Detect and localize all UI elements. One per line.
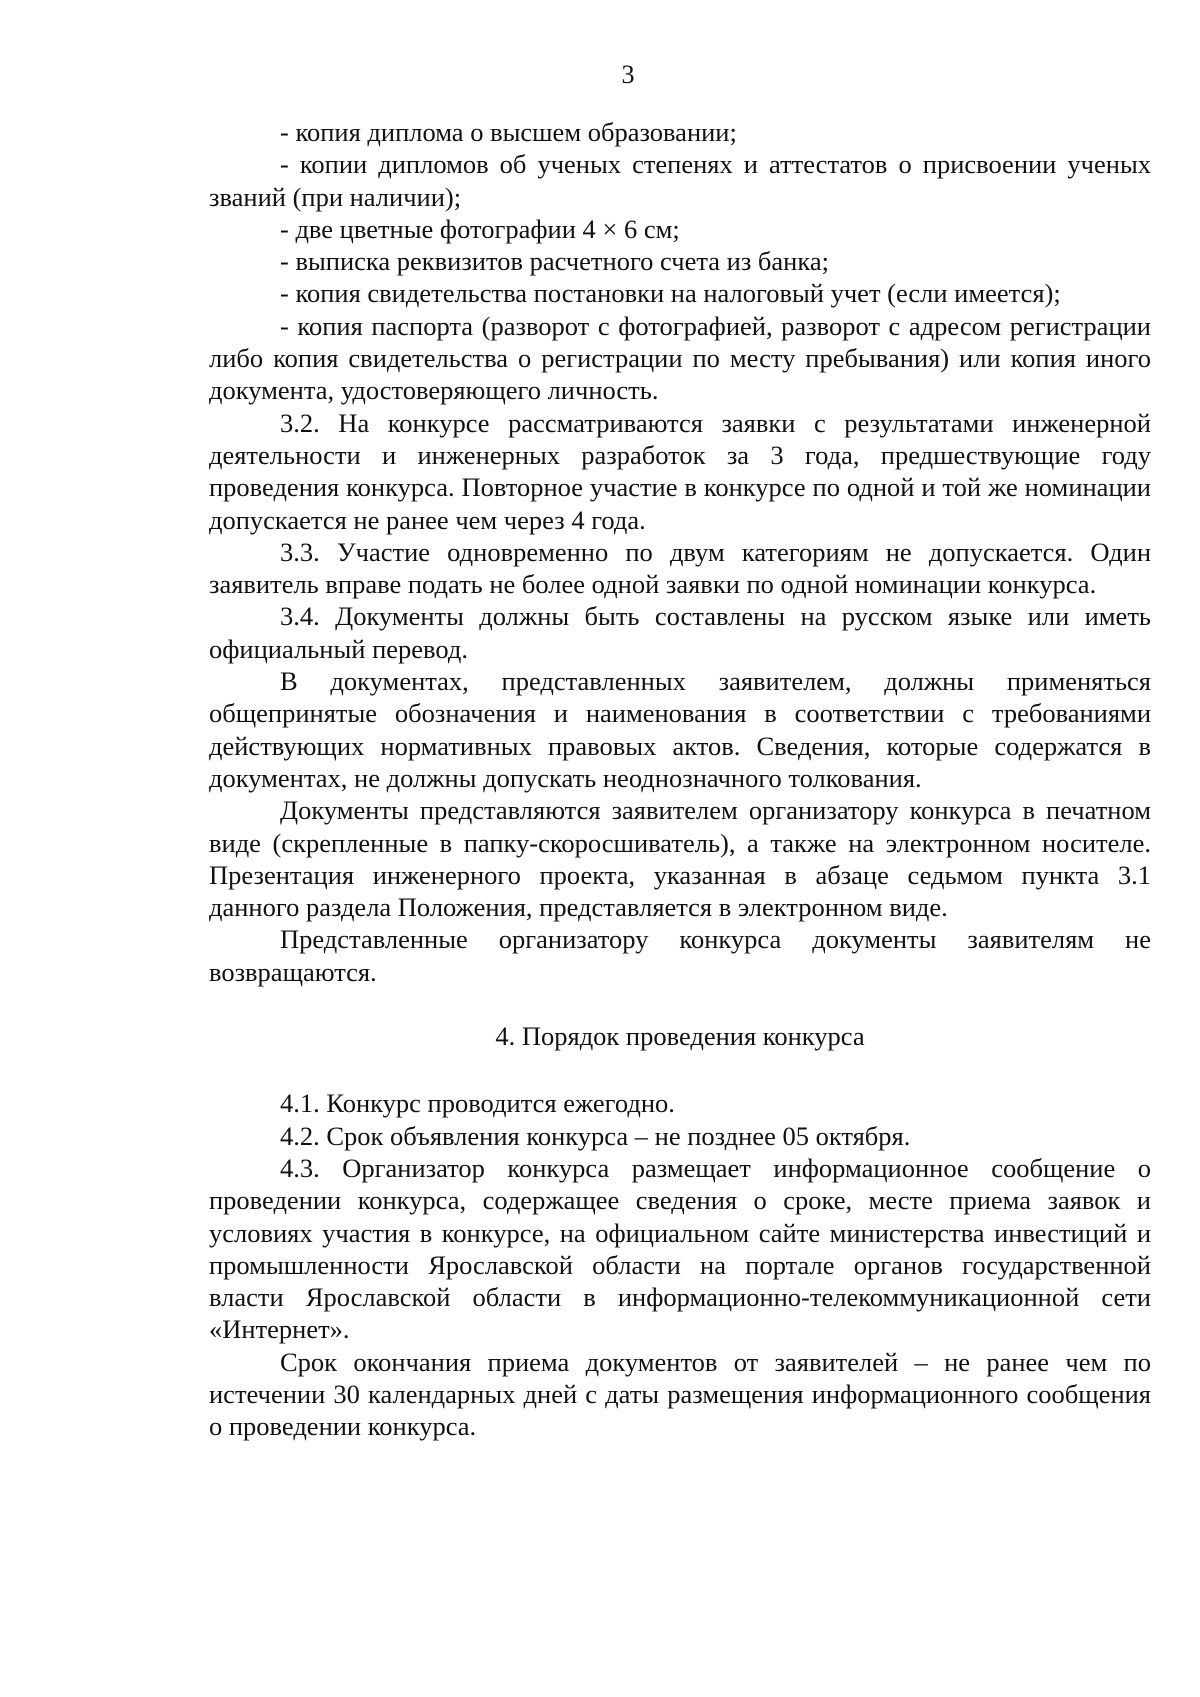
list-item-bank-details: - выписка реквизитов расчетного счета из банка; xyxy=(280,246,829,277)
list-item-passport: - копия паспорта (разворот с фотографией, разворот с адресом регистрации либо копия свидетельства о регистрации по месту пребывания) или копия иного документа, удостоверяющего личность. xyxy=(209,310,1151,406)
paragraph-no-return: Представленные организатору конкурса документы заявителям не возвращаются. xyxy=(209,924,1151,987)
paragraph-notation-requirements: В документах, представленных заявителем, должны применяться общепринятые обозначения и наименования в соответствии с требованиями действующих нормативных правовых актов. Сведения, которые содержатся в документах, не должны допускать неоднозначного толкования. xyxy=(209,666,1151,793)
paragraph-4-3: 4.3. Организатор конкурса размещает информационное сообщение о проведении конкурса, содержащее сведения о сроке, месте приема заявок и условиях участия в конкурсе, на официальном сайте министерства инвестиций и промышленности Ярославской области на портале органов государственной власти Ярославской области в информационно-телекоммуникационной сети «Интернет». xyxy=(209,1152,1151,1345)
paragraph-4-1: 4.1. Конкурс проводится ежегодно. xyxy=(280,1088,675,1119)
paragraph-4-2: 4.2. Срок объявления конкурса – не позднее 05 октября. xyxy=(280,1120,911,1151)
paragraph-deadline: Срок окончания приема документов от заявителей – не ранее чем по истечении 30 календарных дней с даты размещения информационного сообщения о проведении конкурса. xyxy=(209,1346,1151,1442)
paragraph-3-3: 3.3. Участие одновременно по двум категориям не допускается. Один заявитель вправе подать не более одной заявки по одной номинации конкурса. xyxy=(209,536,1151,600)
document-body xyxy=(209,116,1151,1443)
list-item-diploma: - копия диплома о высшем образовании; xyxy=(280,117,737,147)
page-number: 3 xyxy=(621,60,635,89)
list-item-tax-certificate: - копия свидетельства постановки на налоговый учет (если имеется); xyxy=(280,278,1061,309)
paragraph-submission-format: Документы представляются заявителем организатору конкурса в печатном виде (скрепленные в папку-скоросшиватель), а также на электронном носителе. Презентация инженерного проекта, указанная в абзаце седьмом пункта 3.1 данного раздела Положения, представляется в электронном виде. xyxy=(209,795,1151,923)
list-item-photos: - две цветные фотографии 4 × 6 см; xyxy=(280,213,680,244)
list-item-degree-diplomas: - копии дипломов об ученых степенях и аттестатов о присвоении ученых званий (при наличии); xyxy=(209,149,1151,212)
paragraph-3-4: 3.4. Документы должны быть составлены на русском языке или иметь официальный перевод. xyxy=(209,601,1151,664)
paragraph-3-2: 3.2. На конкурсе рассматриваются заявки с результатами инженерной деятельности и инженерных разработок за 3 года, предшествующие году проведения конкурса. Повторное участие в конкурсе по одной и той же номинации допускается не ранее чем через 4 года. xyxy=(209,407,1151,535)
section-heading: 4. Порядок проведения конкурса xyxy=(495,1021,865,1052)
